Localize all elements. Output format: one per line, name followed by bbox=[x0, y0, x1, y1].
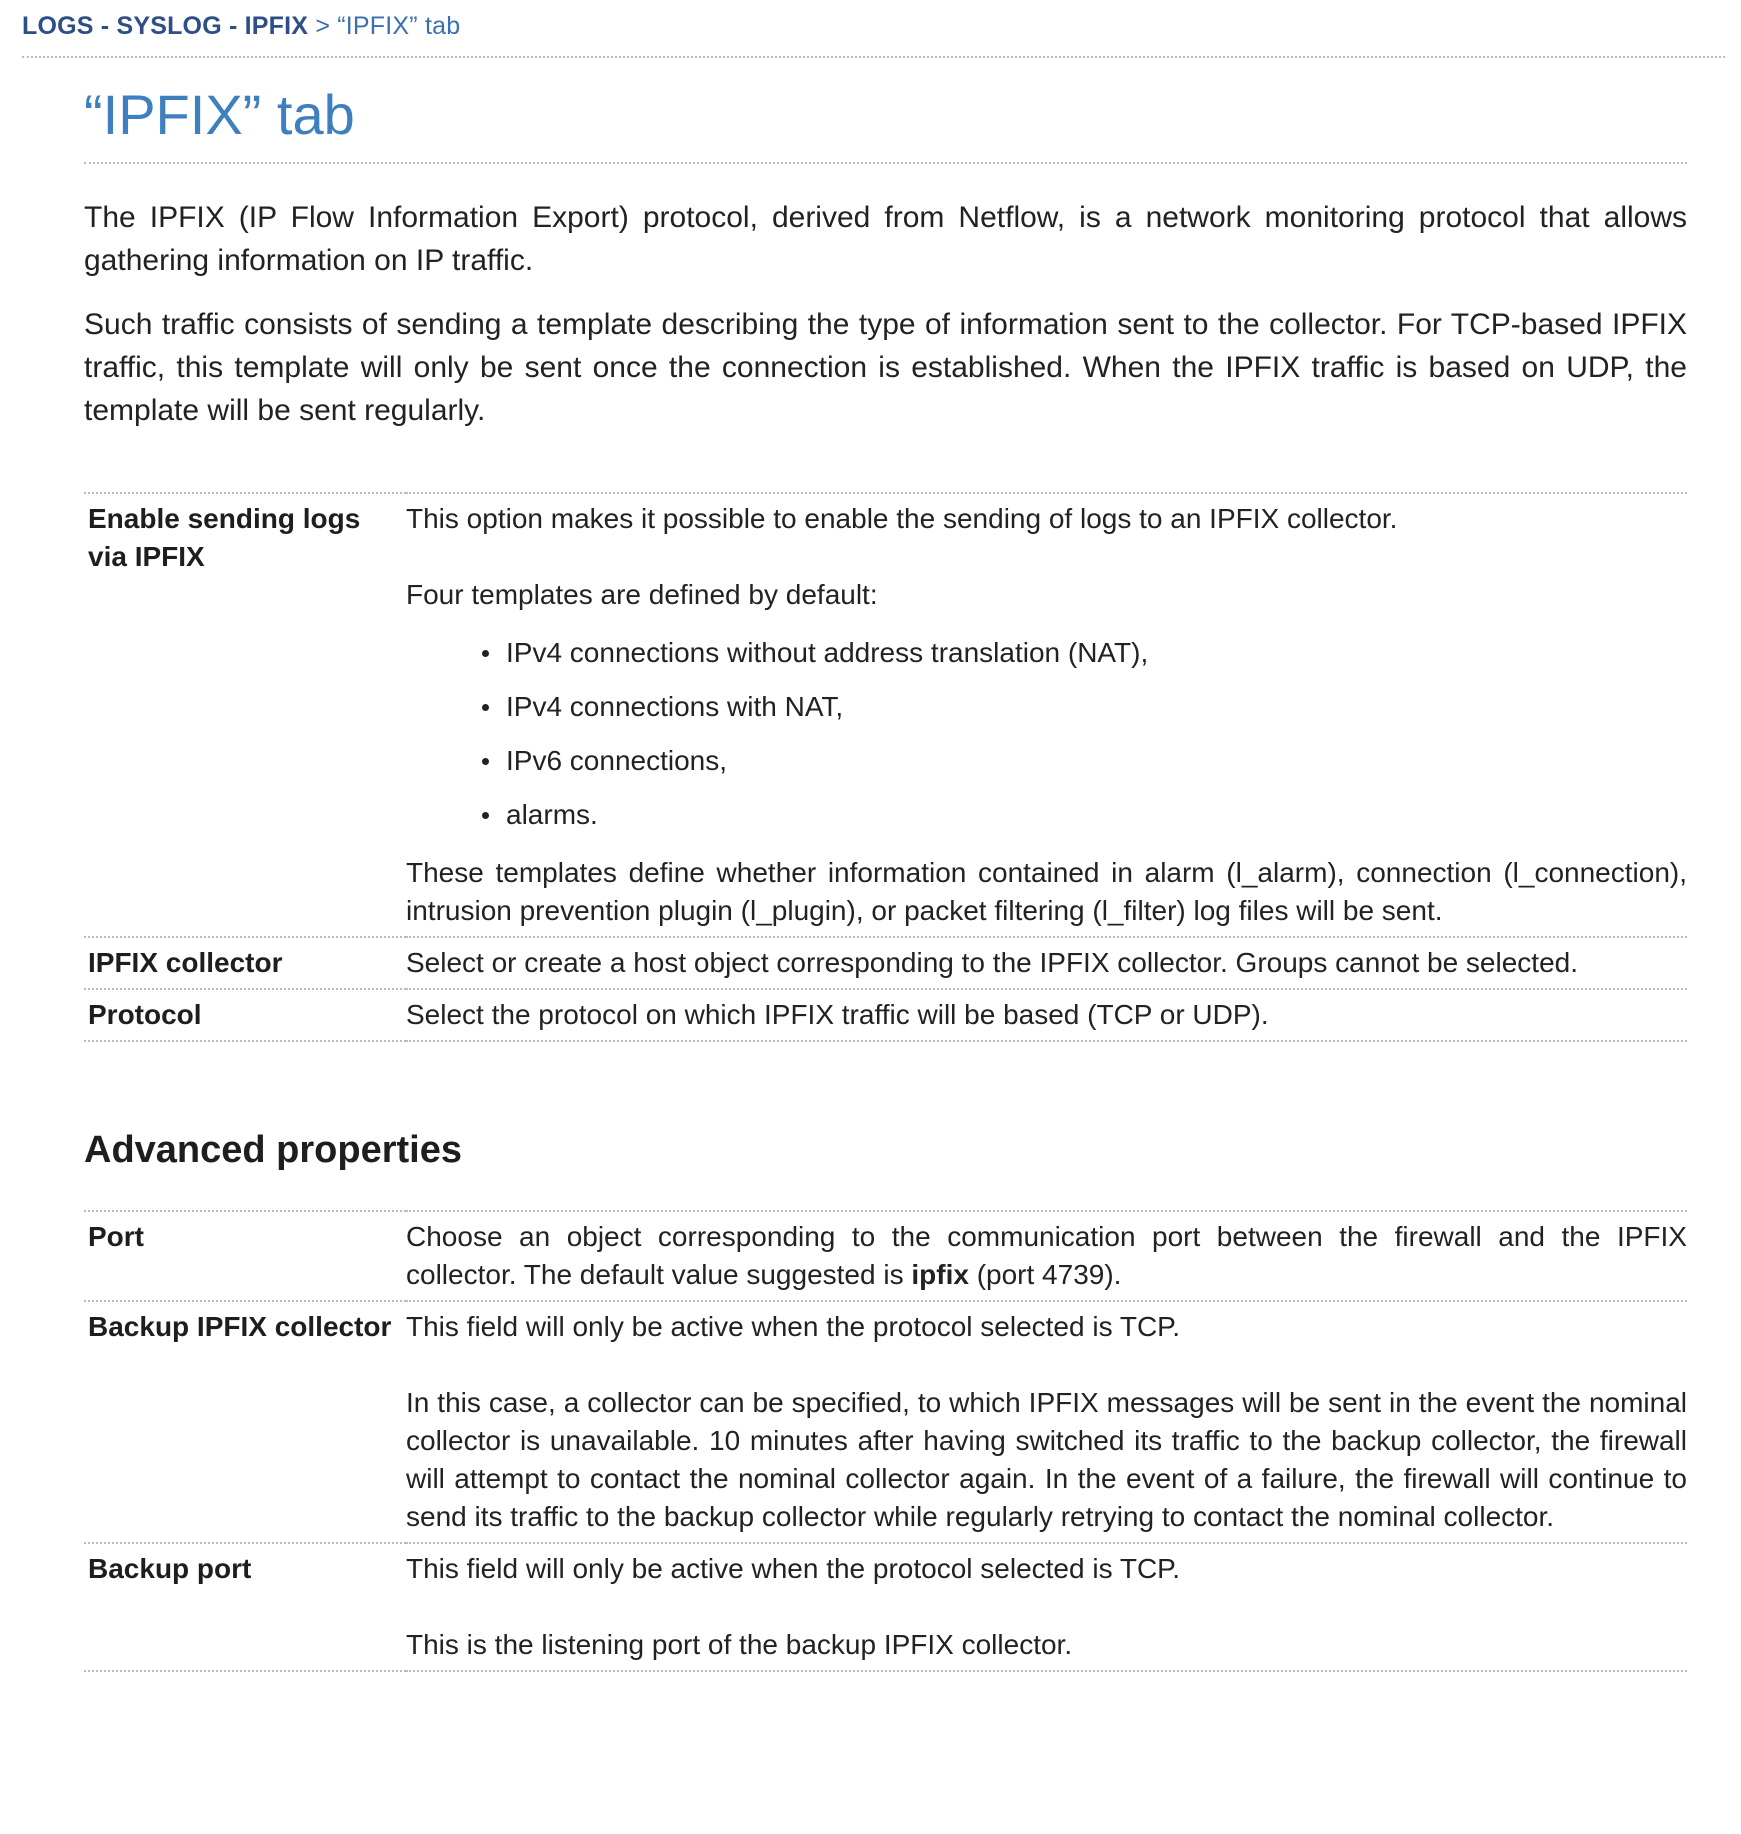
main-content bbox=[84, 80, 1687, 1672]
desc-backup-ipfix-collector bbox=[406, 1301, 1687, 1543]
term-backup-port: Backup port bbox=[84, 1543, 406, 1671]
term-ipfix-collector: IPFIX collector bbox=[84, 937, 406, 989]
description-text: This field will only be active when the protocol selected is TCP. bbox=[406, 1311, 1181, 1342]
list-item: IPv4 connections without address translation (NAT), bbox=[506, 634, 1687, 672]
breadcrumb-path[interactable]: LOGS - SYSLOG - IPFIX bbox=[22, 12, 309, 40]
table-row bbox=[84, 1211, 1687, 1301]
list-item: IPv4 connections with NAT, bbox=[506, 688, 1687, 726]
desc-port bbox=[406, 1211, 1687, 1301]
desc-protocol: Select the protocol on which IPFIX traffic will be based (TCP or UDP). bbox=[406, 989, 1687, 1041]
default-value: ipfix bbox=[911, 1259, 969, 1290]
table-row bbox=[84, 989, 1687, 1041]
advanced-properties-title: Advanced properties bbox=[84, 1129, 462, 1171]
title-divider bbox=[84, 162, 1687, 164]
description-text: Four templates are defined by default: bbox=[406, 579, 878, 610]
term-enable-sending-logs: Enable sending logs via IPFIX bbox=[84, 493, 406, 937]
description-text: This field will only be active when the protocol selected is TCP. bbox=[406, 1553, 1181, 1584]
breadcrumb-separator: > bbox=[308, 12, 338, 40]
term-port: Port bbox=[84, 1211, 406, 1301]
breadcrumb bbox=[22, 12, 460, 41]
description-text: This is the listening port of the backup IPFIX collector. bbox=[406, 1629, 1073, 1660]
table-row bbox=[84, 493, 1687, 937]
intro bbox=[84, 196, 1687, 432]
desc-backup-port bbox=[406, 1543, 1687, 1671]
description-text: Choose an object corresponding to the communication port between the firewall and the IPFIX collector. The default value suggested is bbox=[406, 1221, 1687, 1290]
term-backup-ipfix-collector: Backup IPFIX collector bbox=[84, 1301, 406, 1543]
ipfix-options-table bbox=[84, 492, 1687, 1042]
description-text: In this case, a collector can be specified, to which IPFIX messages will be sent in the event the nominal collector is unavailable. 10 minutes after having switched its traffic to the backup collector, the firewall will attempt to contact the nominal collector again. In the event of a failure, the firewall will continue to send its traffic to the backup collector while regularly retrying to contact the nominal collector. bbox=[406, 1387, 1687, 1532]
desc-enable-sending-logs bbox=[406, 493, 1687, 937]
advanced-properties-table bbox=[84, 1210, 1687, 1672]
description-text: This option makes it possible to enable the sending of logs to an IPFIX collector. bbox=[406, 503, 1398, 534]
intro-paragraph-1: The IPFIX (IP Flow Information Export) protocol, derived from Netflow, is a network monitoring protocol that allows gathering information on IP traffic. bbox=[84, 201, 1687, 277]
intro-paragraph-2: Such traffic consists of sending a template describing the type of information sent to the collector. For TCP-based IPFIX traffic, this template will only be sent once the connection is established. When the IPFIX traffic is based on UDP, the template will be sent regularly. bbox=[84, 308, 1687, 427]
list-item: alarms. bbox=[506, 796, 1687, 834]
templates-list bbox=[406, 634, 1687, 834]
page-title: “IPFIX” tab bbox=[84, 83, 355, 146]
table-row bbox=[84, 1301, 1687, 1543]
breadcrumb-current: “IPFIX” tab bbox=[337, 12, 461, 40]
top-divider bbox=[22, 56, 1725, 58]
term-protocol: Protocol bbox=[84, 989, 406, 1041]
table-row bbox=[84, 937, 1687, 989]
description-text: (port 4739). bbox=[968, 1259, 1122, 1290]
list-item: IPv6 connections, bbox=[506, 742, 1687, 780]
table-row bbox=[84, 1543, 1687, 1671]
desc-ipfix-collector: Select or create a host object corresponding to the IPFIX collector. Groups cannot be selected. bbox=[406, 937, 1687, 989]
description-text: These templates define whether information contained in alarm (l_alarm), connection (l_connection), intrusion prevention plugin (l_plugin), or packet filtering (l_filter) log files will be sent. bbox=[406, 857, 1687, 926]
